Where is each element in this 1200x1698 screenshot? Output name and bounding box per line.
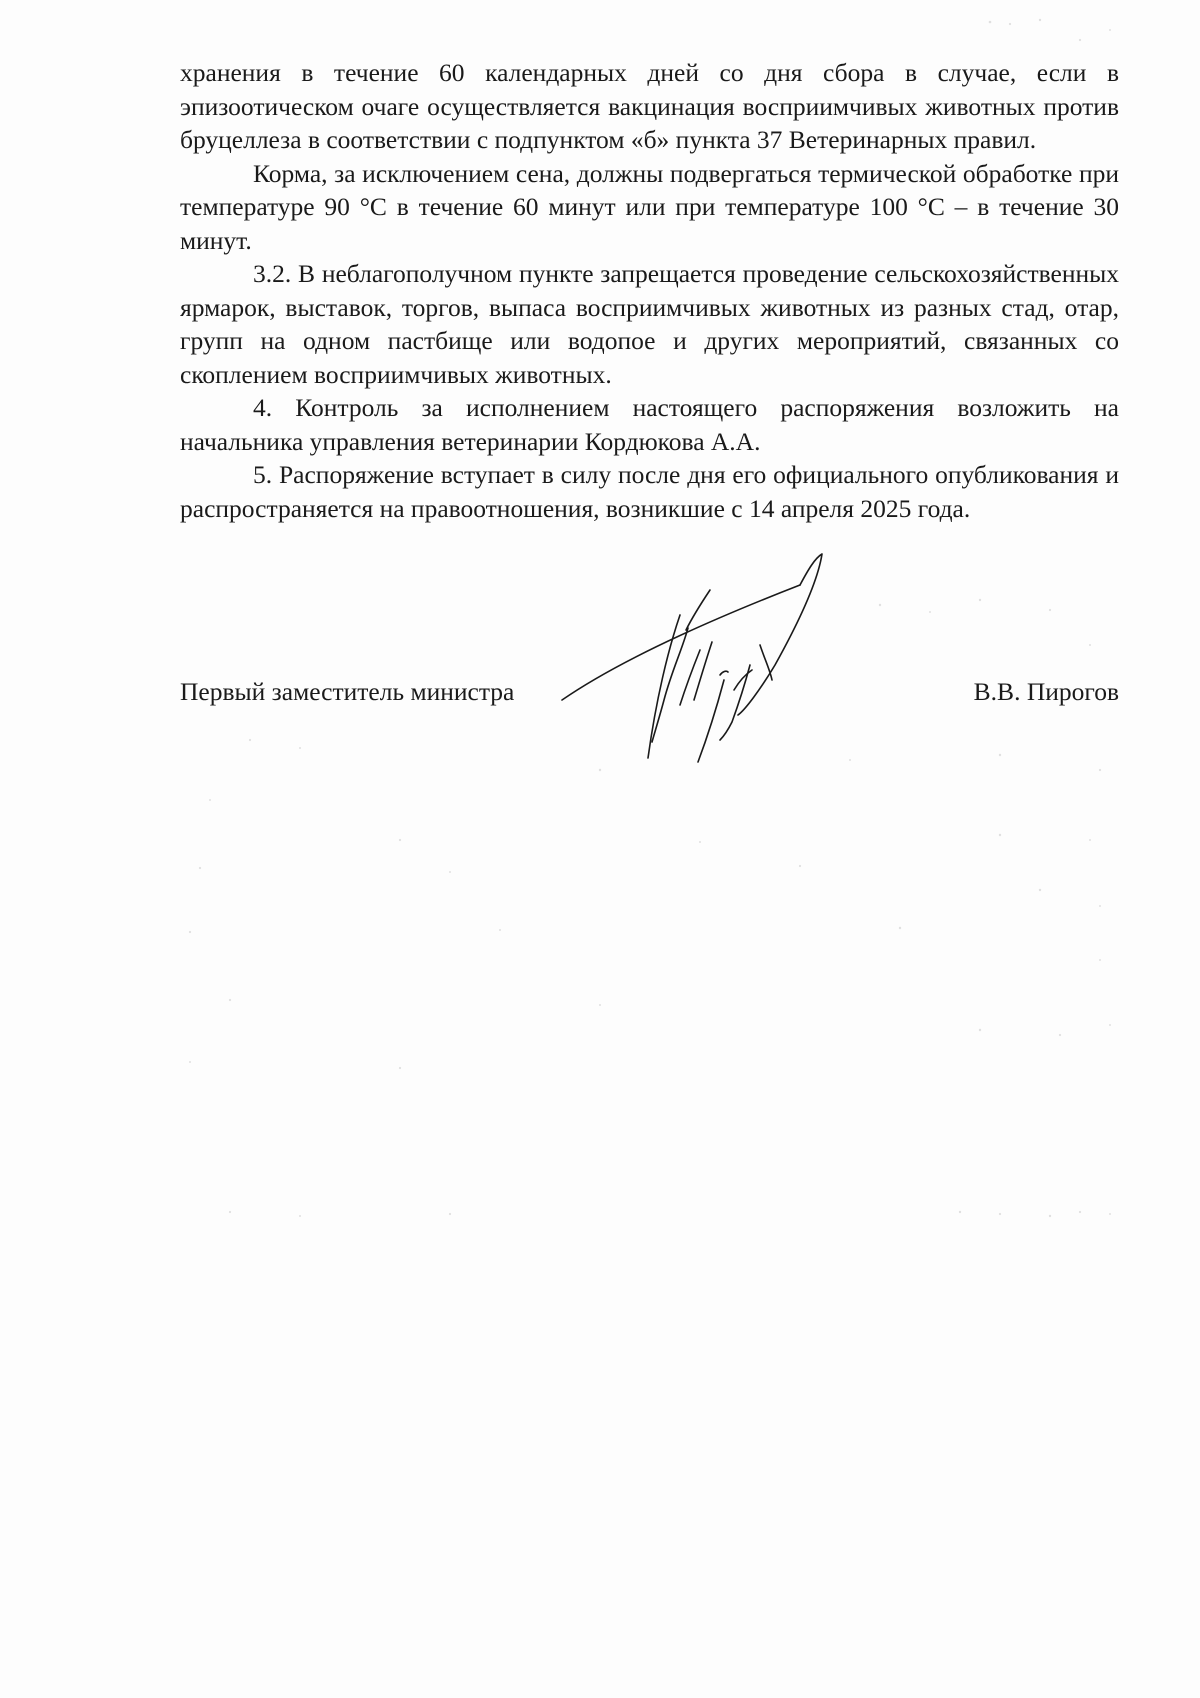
handwritten-signature: [560, 550, 850, 780]
signer-position-title: Первый заместитель министра: [180, 677, 515, 706]
paragraph-storage-continuation: хранения в течение 60 календарных дней со дня сбора в случае, если в эпизоотическом очаге осуществляется вакцинация восприимчивых животных против бруцеллеза в соответствии с подпунктом «б» пункта 37 Ветеринарных правил.: [180, 58, 1119, 154]
paragraph-feed-heat-treatment: Корма, за исключением сена, должны подвергаться термической обработке при температуре 90 °С в течение 60 минут или при температуре 100 °С – в течение 30 минут.: [180, 158, 1119, 255]
signer-name: В.В. Пирогов: [973, 677, 1119, 706]
paragraph-3-2-prohibitions: 3.2. В неблагополучном пункте запрещается проведение сельскохозяйственных ярмарок, выставок, торгов, выпаса восприимчивых животных из разных стад, отар, групп на одном пастбище или водопое и других мероприятий, связанных со скоплением восприимчивых животных.: [180, 259, 1119, 389]
paragraph-5-effective-date: 5. Распоряжение вступает в силу после дня его официального опубликования и распространяется на правоотношения, возникшие с 14 апреля 2025 года.: [180, 460, 1119, 523]
paragraph-4-control: 4. Контроль за исполнением настоящего распоряжения возложить на начальника управления ветеринарии Кордюкова А.А.: [180, 393, 1119, 456]
document-body: [180, 56, 1119, 525]
